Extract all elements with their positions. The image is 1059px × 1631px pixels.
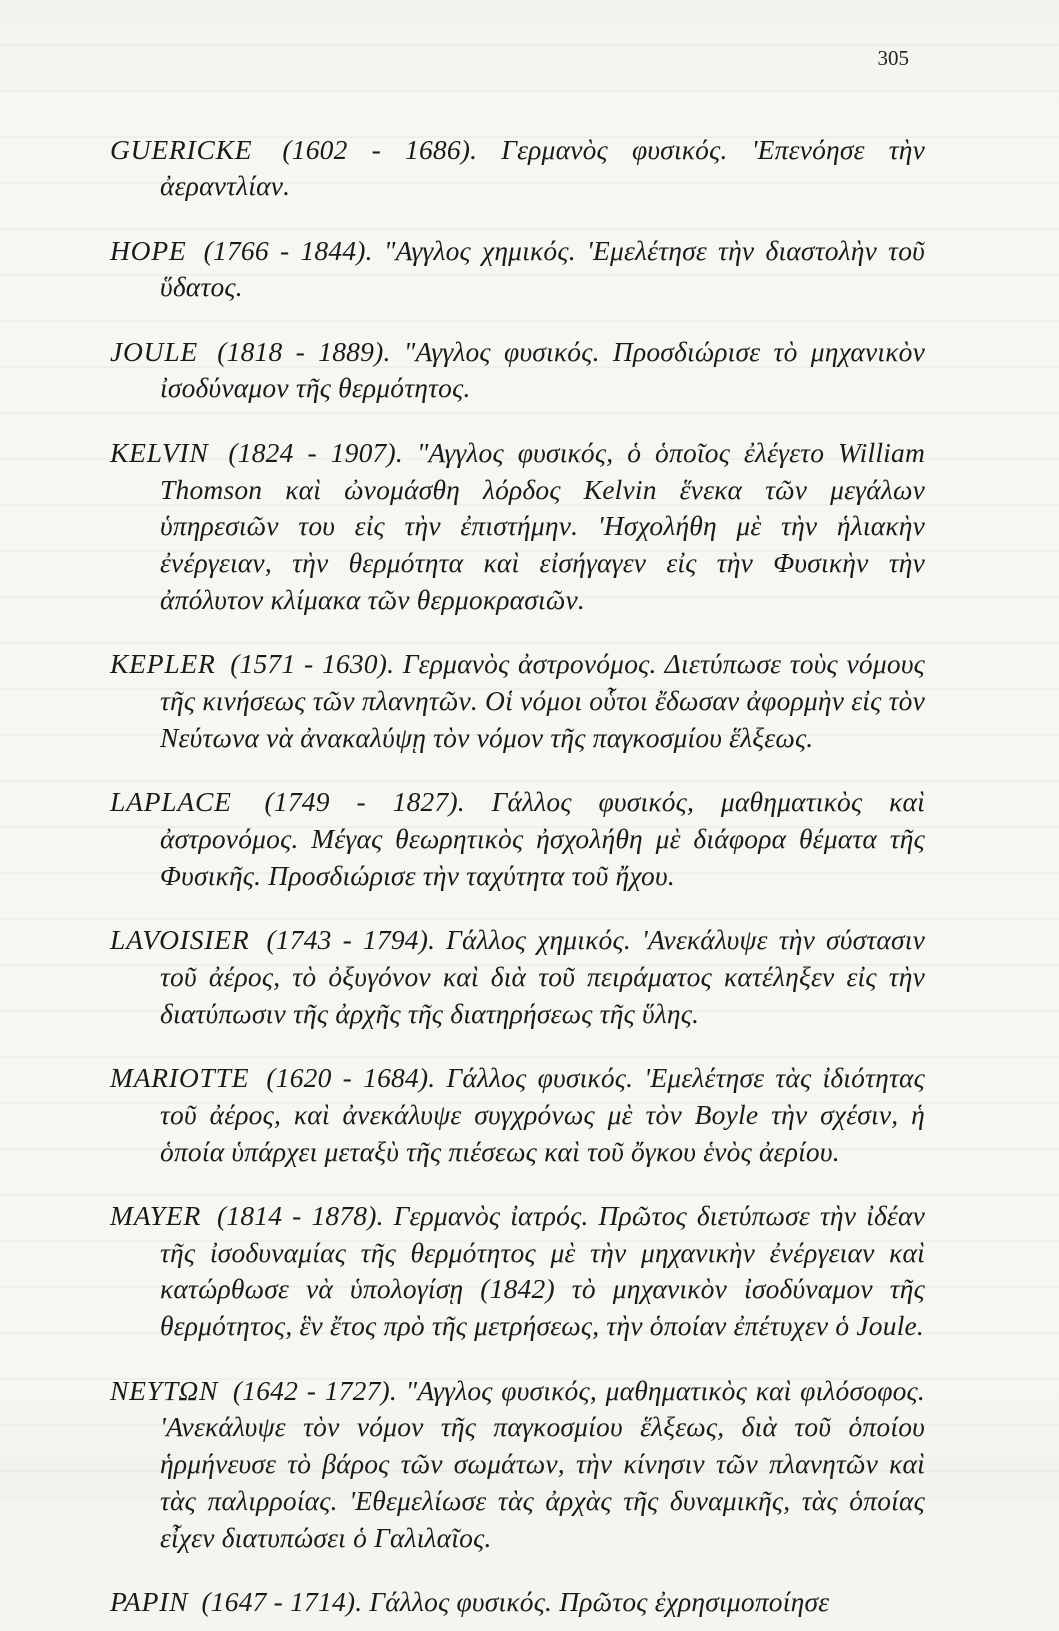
entry-joule: [110, 334, 925, 408]
entry-text: Γερμανὸς ἰατρός. Πρῶτος διετύπωσε τὴν ἰδέαν τῆς ἰσοδυναμίας τῆς θερμότητος μὲ τὴν μηχανικὴν ἐνέργειαν καὶ κατώρθωσε νὰ ὑπολογίσῃ (1842) τὸ μηχανικὸν ἰσοδύναμον τῆς θερμότητος, ἓν ἔτος πρὸ τῆς μετρήσεως, τὴν ὁποίαν ἐπέτυχεν ὁ Joule.: [160, 1199, 926, 1342]
entry-name: LAVOISIER: [110, 924, 250, 956]
entry-kepler: [110, 646, 925, 756]
entry-lavoisier: [110, 922, 925, 1032]
entry-text: "Αγγλος φυσικός, ὁ ὁποῖος ἐλέγετο William Thomson καὶ ὠνομάσθη λόρδος Kelvin ἕνεκα τῶν μεγάλων ὑπηρεσιῶν του εἰς τὴν ἐπιστήμην. 'Ησχολήθη μὲ τὴν ἡλιακὴν ἐνέργειαν, τὴν θερμότητα καὶ εἰσήγαγεν εἰς τὴν Φυσικὴν τὴν ἀπόλυτον κλίμακα τῶν θερμοκρασιῶν.: [160, 436, 926, 615]
entry-name: HOPE: [110, 234, 187, 266]
entry-dates: (1766 - 1844).: [203, 234, 373, 266]
entry-hope: [110, 233, 925, 307]
entry-newton: [110, 1373, 925, 1557]
entry-text: Γάλλος φυσικός. 'Εμελέτησε τὰς ἰδιότητας τοῦ ἀέρος, καὶ ἀνεκάλυψε συγχρόνως μὲ τὸν Boyle τὴν σχέσιν, ἡ ὁποία ὑπάρχει μεταξὺ τῆς πιέσεως καὶ τοῦ ὄγκου ἑνὸς ἀερίου.: [160, 1061, 926, 1167]
entry-dates: (1824 - 1907).: [228, 436, 403, 468]
entry-name: JOULE: [110, 335, 199, 367]
entry-laplace: [110, 784, 925, 894]
entry-guericke: [110, 132, 925, 206]
entry-dates: (1749 - 1827).: [264, 786, 465, 818]
entry-dates: (1743 - 1794).: [266, 924, 436, 956]
entry-dates: (1814 - 1878).: [217, 1199, 384, 1231]
entry-dates: (1602 - 1686).: [282, 133, 478, 165]
entry-text: Γάλλος χημικός. 'Ανεκάλυψε τὴν σύστασιν τοῦ ἀέρος, τὸ ὀξυγόνον καὶ διὰ τοῦ πειράματος κατέληξεν εἰς τὴν διατύπωσιν τῆς ἀρχῆς τῆς διατηρήσεως τῆς ὕλης.: [160, 924, 926, 1029]
entry-text: "Αγγλος φυσικός, μαθηματικὸς καὶ φιλόσοφος. 'Ανεκάλυψε τὸν νόμον τῆς παγκοσμίου ἕλξεως, διὰ τοῦ ὁποίου ἡρμήνευσε τὸ βάρος τῶν σωμάτων, τὴν κίνησιν τῶν πλανητῶν καὶ τὰς παλιρροίας. 'Εθεμελίωσε τὰς ἀρχὰς τῆς δυναμικῆς, τὰς ὁποίας εἶχεν διατυπώσει ὁ Γαλιλαῖος.: [160, 1374, 925, 1553]
page-number: 305: [877, 46, 909, 70]
biography-entries: [110, 104, 925, 1631]
entry-dates: (1620 - 1684).: [266, 1061, 436, 1093]
entry-name: KEPLER: [110, 648, 216, 680]
entry-dates: (1642 - 1727).: [232, 1374, 397, 1406]
entry-text: "Αγγλος χημικός. 'Εμελέτησε τὴν διαστολὴν τοῦ ὕδατος.: [160, 234, 926, 303]
entry-mariotte: [110, 1060, 925, 1170]
entry-kelvin: [110, 435, 925, 619]
entry-dates: (1647 - 1714).: [201, 1586, 363, 1617]
entry-dates: (1571 - 1630).: [230, 648, 395, 680]
entry-mayer: [110, 1198, 925, 1345]
entry-name: MAYER: [110, 1199, 202, 1231]
entry-text: Γερμανὸς ἀστρονόμος. Διετύπωσε τοὺς νόμους τῆς κινήσεως τῶν πλανητῶν. Οἱ νόμοι οὗτοι ἔδωσαν ἀφορμὴν εἰς τὸν Νεύτωνα νὰ ἀνακαλύψῃ τὸν νόμον τῆς παγκοσμίου ἕλξεως.: [160, 648, 926, 753]
entry-name: PAPIN: [110, 1586, 189, 1617]
entry-name: GUERICKE: [110, 133, 253, 165]
entry-text: Γάλλος φυσικός, μαθηματικὸς καὶ ἀστρονόμος. Μέγας θεωρητικὸς ἠσχολήθη μὲ διάφορα θέματα τῆς Φυσικῆς. Προσδιώρισε τὴν ταχύτητα τοῦ ἤχου.: [160, 786, 925, 891]
entry-name: LAPLACE: [110, 786, 232, 818]
entry-dates: (1818 - 1889).: [217, 335, 391, 367]
entry-name: KELVIN: [110, 436, 209, 468]
entry-text: Γάλλος φυσικός. Πρῶτος ἐχρησιμοποίησε: [369, 1586, 830, 1617]
entry-name: MARIOTTE: [110, 1061, 250, 1093]
entry-name: ΝΕΥΤΩΝ: [110, 1374, 219, 1406]
entry-text: "Αγγλος φυσικός. Προσδιώρισε τὸ μηχανικὸν ἰσοδύναμον τῆς θερμότητος.: [160, 335, 926, 404]
entry-papin: [110, 1584, 925, 1621]
entry-text: Γερμανὸς φυσικός. 'Επενόησε τὴν ἀεραντλίαν.: [160, 133, 926, 202]
